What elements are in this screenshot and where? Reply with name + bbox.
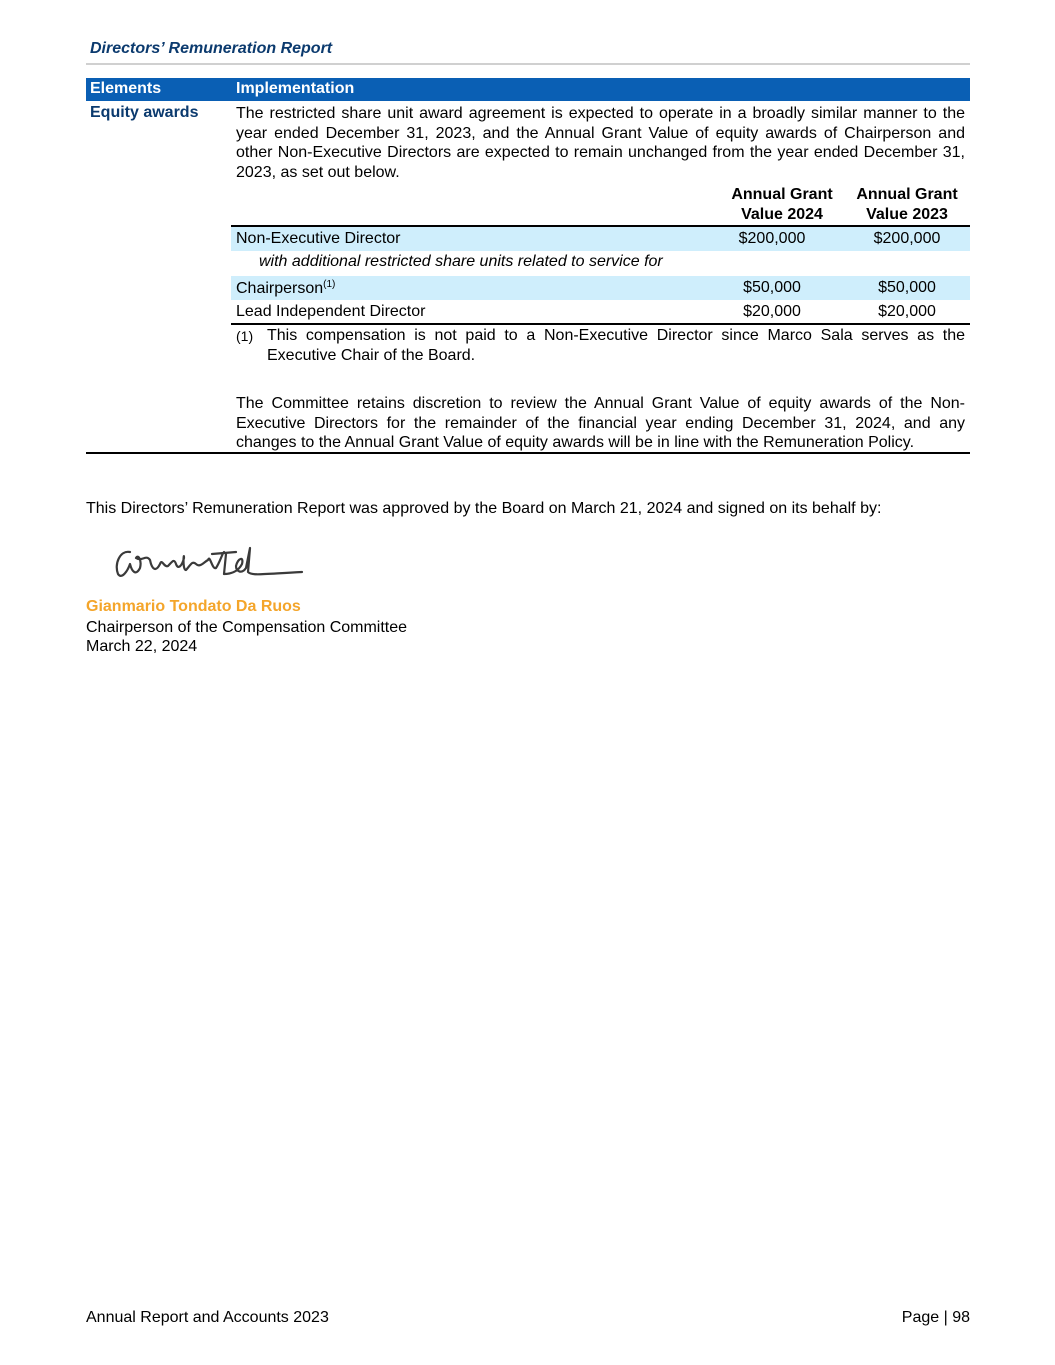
row-label-text: Chairperson (236, 280, 324, 297)
value-2023: $50,000 (878, 279, 936, 296)
col-header-elements: Elements (90, 80, 162, 97)
col-header-line: Annual Grant (731, 186, 833, 203)
footer-page-number: Page | 98 (901, 1309, 970, 1326)
approval-statement: This Directors’ Remuneration Report was approved by the Board on March 21, 2024 and signed on its behalf by: (86, 500, 882, 517)
element-label: Equity awards (90, 104, 199, 121)
col-header-line: Annual Grant (856, 186, 958, 203)
closing-paragraph: The Committee retains discretion to review the Annual Grant Value of equity awards of the Non-Executive Directors for the remainder of the financial year ending December 31, 2024, and any changes to the Annual Grant Value of equity awards will be in line with the Remuneration Policy. (236, 395, 965, 451)
grant-table-bottom-rule (231, 323, 970, 325)
intro-paragraph: The restricted share unit award agreement is expected to operate in a broadly similar manner to the year ended December 31, 2023, and the Annual Grant Value of equity awards of Chairperson and other Non-Executive Directors are expected to remain unchanged from the year ended December 31, 2023, as set out below. (236, 105, 965, 181)
header-divider (86, 63, 970, 65)
row-label (236, 279, 335, 298)
signer-name: Gianmario Tondato Da Ruos (86, 598, 301, 615)
row-note: with additional restricted share units related to service for (259, 253, 663, 270)
value-2023: $200,000 (873, 230, 941, 247)
footer-report-title: Annual Report and Accounts 2023 (86, 1309, 329, 1326)
page-header-title: Directors’ Remuneration Report (90, 40, 333, 57)
col-header-line: Value 2024 (741, 206, 823, 223)
col-header-implementation: Implementation (236, 80, 355, 97)
signer-role: Chairperson of the Compensation Committee (86, 619, 408, 636)
signer-date: March 22, 2024 (86, 638, 198, 655)
table-row (231, 227, 970, 251)
value-2024: $20,000 (743, 303, 801, 320)
table-row (231, 300, 970, 324)
footnote-text: This compensation is not paid to a Non-Executive Director since Marco Sala serves as the Executive Chair of the Board. (267, 327, 965, 364)
row-label: Lead Independent Director (236, 303, 426, 320)
col-header-line: Value 2023 (866, 206, 948, 223)
col-header-value-2024 (722, 185, 842, 225)
table-row (231, 276, 970, 300)
footnote-ref: (1) (323, 279, 336, 290)
col-header-value-2023 (846, 185, 968, 225)
table-bottom-rule (86, 452, 970, 454)
signature-image (112, 540, 312, 585)
row-label: Non-Executive Director (236, 230, 401, 247)
value-2024: $50,000 (743, 279, 801, 296)
table-header (86, 78, 970, 101)
footnote-marker: (1) (236, 328, 254, 344)
value-2024: $200,000 (738, 230, 806, 247)
value-2023: $20,000 (878, 303, 936, 320)
